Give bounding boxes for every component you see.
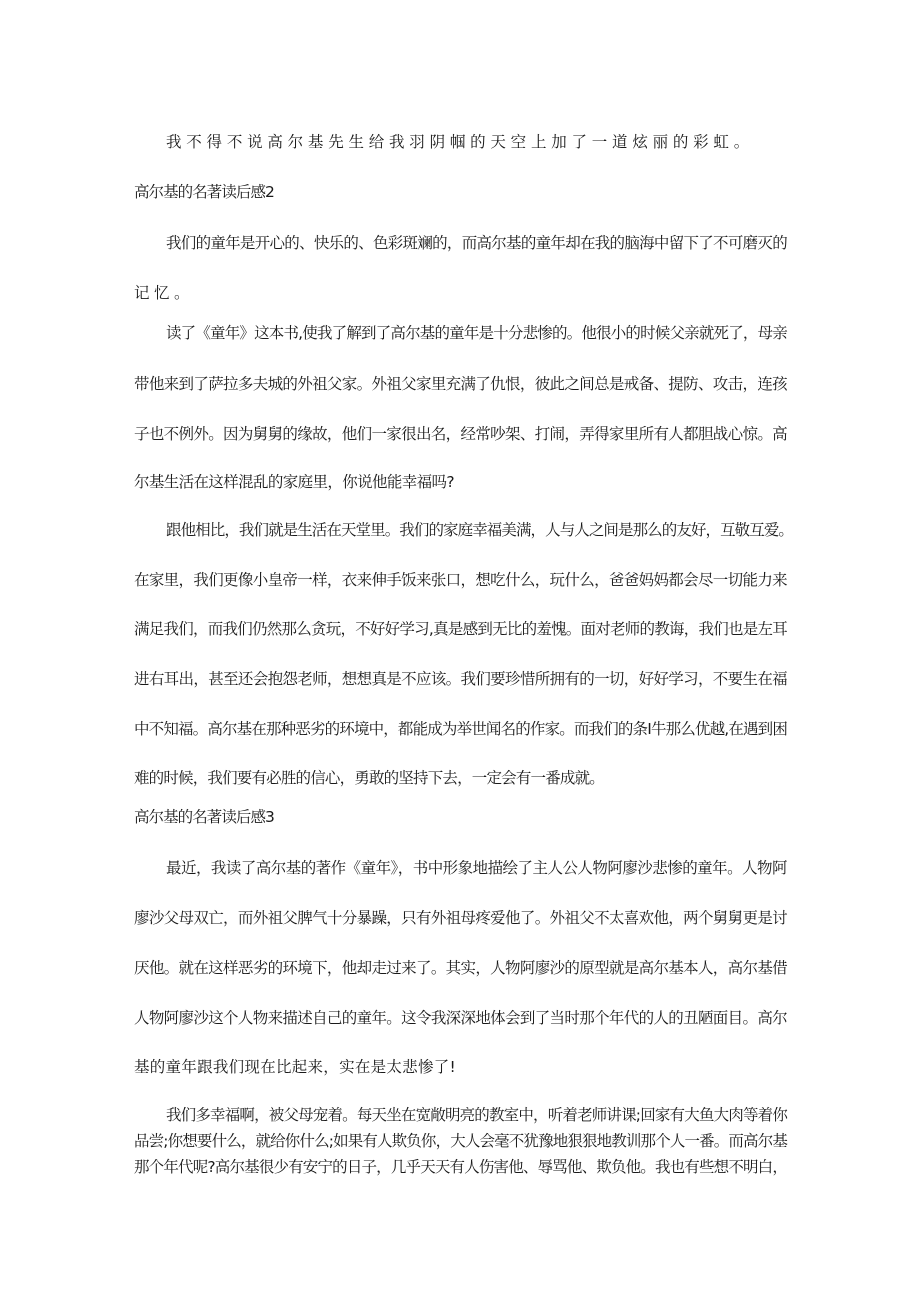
paragraph-line: 最近，我读了高尔基的著作《童年》，书中形象地描绘了主人公人物阿廖沙悲惨的童年。人物阿 xyxy=(166,859,787,877)
paragraph-line: 尔基生活在这样混乱的家庭里，你说他能幸福吗? xyxy=(134,473,455,491)
paragraph-line: 廖沙父母双亡，而外祖父脾气十分暴躁，只有外祖母疼爱他了。外祖父不太喜欢他，两个舅舅更是讨 xyxy=(134,909,788,927)
paragraph-line: 子也不例外。因为舅舅的缘故，他们一家很出名，经常吵架、打闹，弄得家里所有人都胆战心惊。高 xyxy=(134,425,788,443)
paragraph-line: 我们的童年是开心的、快乐的、色彩斑斓的，而高尔基的童年却在我的脑海中留下了不可磨灭的 xyxy=(166,234,787,252)
paragraph-line: 满足我们，而我们仍然那么贪玩，不好好学习,真是感到无比的羞愧。面对老师的教诲，我们也是左耳 xyxy=(134,620,788,638)
section-heading: 高尔基的名著读后感2 xyxy=(134,183,274,201)
paragraph-line: 读了《童年》这本书,使我了解到了高尔基的童年是十分悲惨的。他很小的时候父亲就死了，母亲 xyxy=(166,324,787,342)
section-heading: 高尔基的名著读后感3 xyxy=(134,808,274,826)
paragraph-line: 记忆。 xyxy=(134,284,194,302)
paragraph-line: 在家里，我们更像小皇帝一样，衣来伸手饭来张口，想吃什么，玩什么，爸爸妈妈都会尽一切能力来 xyxy=(134,571,788,589)
paragraph-line: 我们多幸福啊，被父母宠着。每天坐在宽敞明亮的教室中，听着老师讲课;回家有大鱼大肉等着你 xyxy=(166,1106,788,1124)
paragraph-line: 中不知福。高尔基在那种恶劣的环境中，都能成为举世闻名的作家。而我们的条I牛那么优越,在遇到困 xyxy=(134,720,788,738)
paragraph-line: 跟他相比，我们就是生活在天堂里。我们的家庭幸福美满，人与人之间是那么的友好，互敬互爱。 xyxy=(166,521,793,539)
paragraph-line: 人物阿廖沙这个人物来描述自己的童年。这令我深深地体会到了当时那个年代的人的丑陋面目。高尔 xyxy=(134,1009,788,1027)
paragraph-line: 我不得不说高尔基先生给我羽阴帼的天空上加了一道炫丽的彩虹。 xyxy=(166,133,754,151)
paragraph-line: 带他来到了萨拉多夫城的外祖父家。外祖父家里充满了仇恨，彼此之间总是戒备、提防、攻击，连孩 xyxy=(134,375,788,393)
paragraph-line: 品尝;你想要什么，就给你什么;如果有人欺负你，大人会毫不犹豫地狠狠地教训那个人一番。而高尔基 xyxy=(134,1132,787,1150)
paragraph-line: 难的时候，我们要有必胜的信心，勇敢的坚持下去，一定会有一番成就。 xyxy=(134,769,604,787)
paragraph-line: 基的童年跟我们现在比起来，实在是太悲惨了! xyxy=(134,1058,456,1076)
paragraph-line: 厌他。就在这样恶劣的环境下，他却走过来了。其实，人物阿廖沙的原型就是高尔基本人，高尔基借 xyxy=(134,959,788,977)
paragraph-line: 进右耳出，甚至还会抱怨老师，想想真是不应该。我们要珍惜所拥有的一切，好好学习，不要生在福 xyxy=(134,670,788,688)
paragraph-line: 那个年代呢?高尔基很少有安宁的日子，几乎天天有人伤害他、辱骂他、欺负他。我也有些想不明白， xyxy=(134,1158,788,1176)
